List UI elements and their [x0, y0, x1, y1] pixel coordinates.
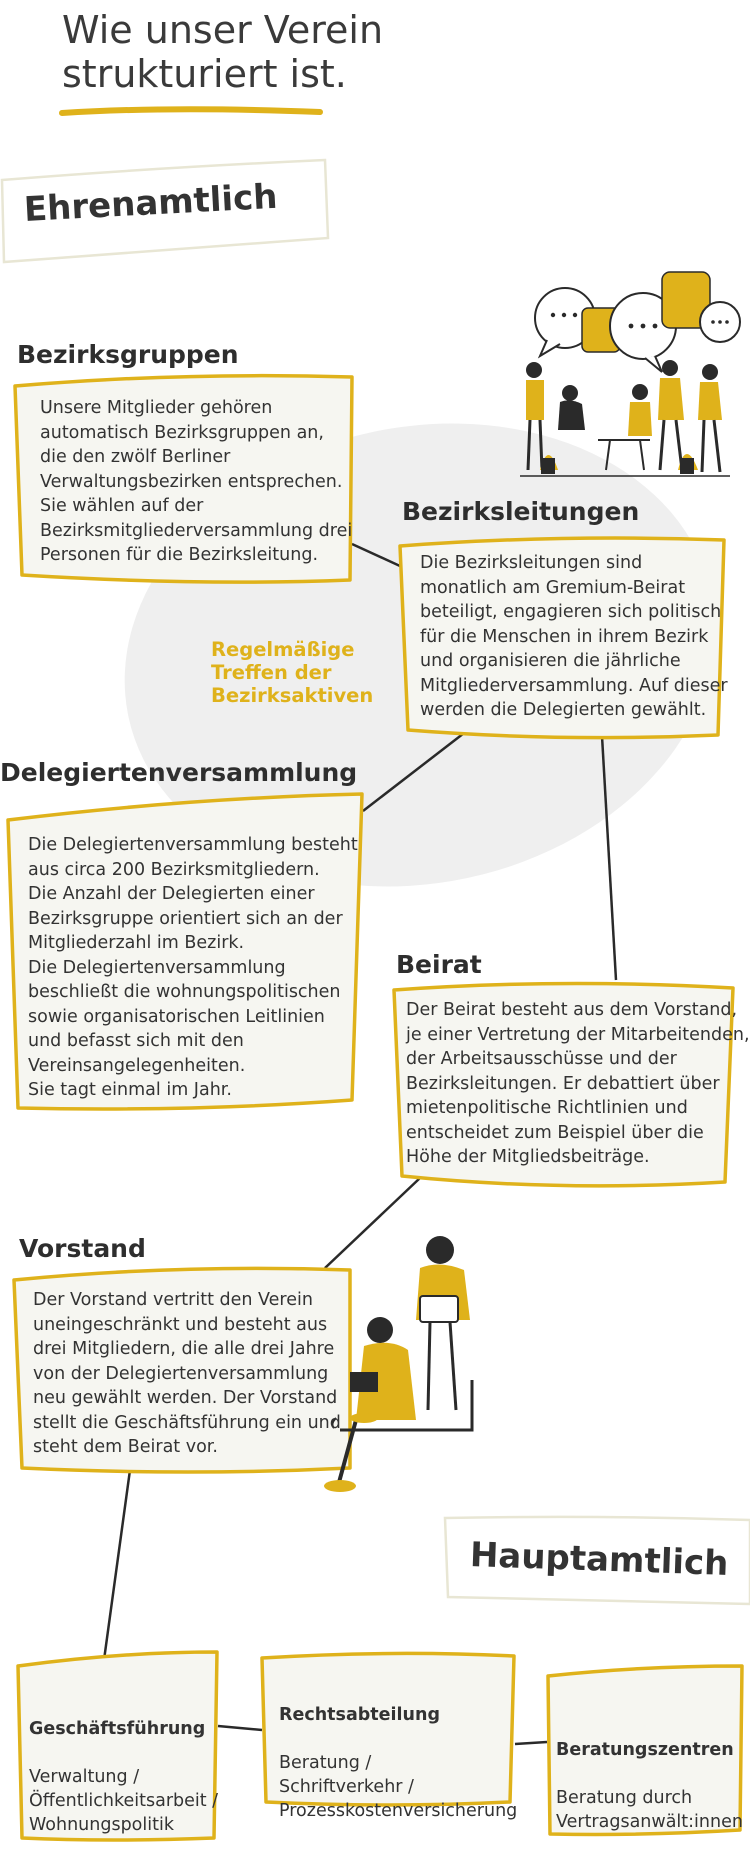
node-title-beratungszentren: Beratungszentren [556, 1740, 734, 1760]
center-note: Regelmäßige Treffen der Bezirksaktiven [211, 638, 374, 707]
node-title-geschaeftsfuehrung: Geschäftsführung [29, 1719, 206, 1739]
person-with-tablet-icon [416, 1236, 470, 1410]
people-group-icon [520, 360, 730, 476]
connector-vorstand-geschaeftsfuehrung [104, 1470, 130, 1660]
node-text-beratungszentren: Beratung durch Vertragsanwält:innen [556, 1788, 743, 1832]
node-text-bezirksleitungen: Die Bezirksleitungen sind monatlich am Gremium-Beirat beteiligt, engagieren sich politisch für die Menschen in ihrem Bezirk und organisieren die jährliche Mitgliederversammlung. Auf dieser werden die Delegierten gewählt. [420, 553, 728, 720]
node-text-rechtsabteilung: Beratung / Schriftverkehr / Prozesskostenversicherung [279, 1753, 518, 1821]
node-beratungszentren [556, 1714, 743, 1834]
node-title-beirat: Beirat [396, 950, 482, 979]
node-text-beirat: Der Beirat besteht aus dem Vorstand, je einer Vertretung der Mitarbeitenden, der Arbeitsausschüsse und der Bezirksleitungen. Er debattiert über mietenpolitische Richtlinien und entscheidet zum Beispiel über die Höhe der Mitgliedsbeiträge. [406, 1000, 750, 1167]
node-rechtsabteilung [279, 1679, 517, 1823]
node-title-vorstand: Vorstand [19, 1234, 146, 1263]
speech-bubbles-icon [535, 272, 740, 372]
connector-rechts-beratung [515, 1742, 547, 1744]
node-text-bezirksgruppen: Unsere Mitglieder gehören automatisch Bezirksgruppen an, die den zwölf Berliner Verwaltungsbezirken entsprechen. Sie wählen auf der Bezirksmitgliederversammlung drei Personen für die Bezirksleitung. [40, 398, 353, 565]
connector-gf-rechtsabteilung [218, 1726, 262, 1730]
node-title-bezirksleitungen: Bezirksleitungen [402, 497, 640, 526]
node-title-delegiertenversammlung: Delegiertenversammlung [0, 758, 358, 787]
node-text-geschaeftsfuehrung: Verwaltung / Öffentlichkeitsarbeit / Wohnungspolitik [29, 1767, 219, 1835]
node-geschaeftsfuehrung [29, 1693, 218, 1837]
node-title-rechtsabteilung: Rechtsabteilung [279, 1705, 440, 1725]
node-title-bezirksgruppen: Bezirksgruppen [17, 340, 239, 369]
node-text-delegiertenversammlung: Die Delegiertenversammlung besteht aus circa 200 Bezirksmitgliedern. Die Anzahl der Delegierten einer Bezirksgruppe orientiert sich an der Mitgliederzahl im Bezirk. Die Delegiertenversammlung beschließt die wohnungspolitischen sowie organisatorischen Leitlinien und befasst sich mit den Vereinsangelegenheiten. Sie tagt einmal im Jahr. [28, 835, 358, 1100]
section-label-hauptamtlich: Hauptamtlich [469, 1535, 730, 1585]
title-underline [62, 109, 320, 113]
section-label-ehrenamtlich: Ehrenamtlich [22, 176, 279, 230]
page-title: Wie unser Verein strukturiert ist. [62, 8, 384, 96]
node-text-vorstand: Der Vorstand vertritt den Verein uneingeschränkt und besteht aus drei Mitgliedern, die alle drei Jahre von der Delegiertenversammlung neu gewählt werden. Der Vorstand stellt die Geschäftsführung ein und steht dem Beirat vor. [33, 1290, 341, 1457]
connector-beirat-vorstand [325, 1178, 420, 1268]
